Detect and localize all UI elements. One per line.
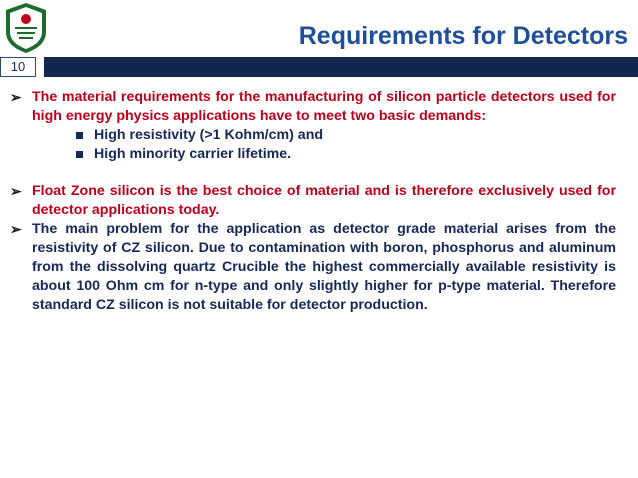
sub-item-text: High minority carrier lifetime.: [94, 146, 292, 162]
page-title: Requirements for Detectors: [298, 22, 628, 50]
bullet-text: The material requirements for the manufacturing of silicon particle detectors used for high energy physics applications have to meet two basic demands:: [32, 89, 616, 124]
square-bullet-icon: [76, 132, 83, 139]
arrow-bullet-icon: ➢: [10, 221, 22, 237]
slide-content: [10, 88, 616, 315]
sub-item-lifetime: [10, 145, 616, 164]
sub-item-text: High resistivity (>1 Kohm/cm) and: [94, 127, 324, 143]
bullet-cz-silicon: [10, 220, 616, 315]
bullet-material-requirements: [10, 88, 616, 126]
slide-number: 10: [0, 57, 36, 77]
sub-item-resistivity: [10, 126, 616, 145]
bullet-text: The main problem for the application as detector grade material arises from the resistivity of CZ silicon. Due to contamination with boron, phosphorus and aluminum from the dissolving quartz Crucible the highest commercially available resistivity is about 100 Ohm cm for n-type and only slightly higher for p-type material. Therefore standard CZ silicon is not suitable for detector production.: [32, 221, 616, 313]
square-bullet-icon: [76, 151, 83, 158]
arrow-bullet-icon: ➢: [10, 89, 22, 105]
header-bar: [44, 57, 638, 77]
university-seal-icon: [4, 2, 48, 54]
bullet-text: Float Zone silicon is the best choice of material and is therefore exclusively used for detector applications today.: [32, 183, 616, 218]
sub-list: [10, 126, 616, 164]
arrow-bullet-icon: ➢: [10, 183, 22, 199]
spacer: [10, 164, 616, 182]
bullet-float-zone: [10, 182, 616, 220]
